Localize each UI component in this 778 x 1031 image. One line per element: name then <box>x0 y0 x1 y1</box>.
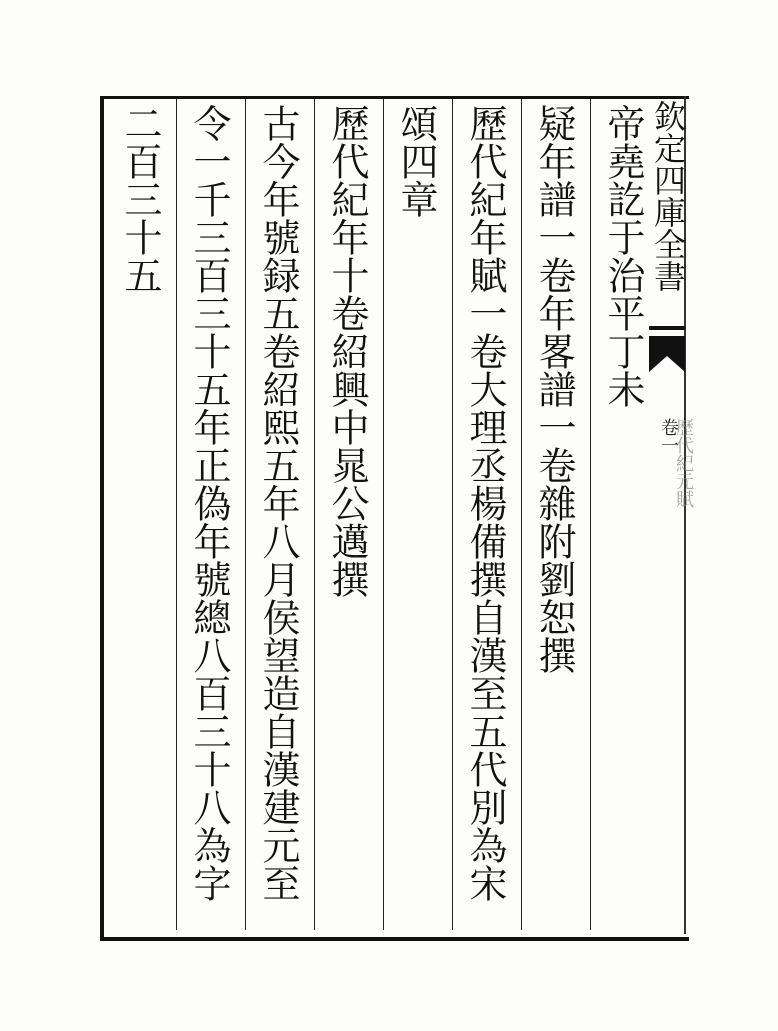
volume-label: 卷一 <box>658 418 679 454</box>
column-divider <box>245 99 246 930</box>
text-column-4: 頌四章 <box>394 104 438 218</box>
column-divider <box>452 99 453 930</box>
column-divider <box>314 99 315 930</box>
text-column-1: 帝堯訖于治平丁未 <box>601 104 645 408</box>
column-divider <box>383 99 384 930</box>
book-title: 欽定四庫全書 <box>649 100 687 292</box>
text-column-2: 疑年譜一卷年畧譜一卷雜附劉恕撰 <box>532 104 576 674</box>
column-divider <box>521 99 522 930</box>
text-column-7: 令一千三百三十五年正偽年號總八百三十八為字 <box>187 104 231 902</box>
fishtail-mark-icon <box>649 326 685 376</box>
column-divider <box>590 99 591 930</box>
column-divider <box>176 99 177 930</box>
text-column-6: 古今年號録五卷紹熙五年八月侯望造自漢建元至 <box>256 104 300 902</box>
text-column-8: 二百三十五 <box>118 104 162 294</box>
text-column-3: 歷代紀年賦一卷大理丞楊備撰自漢至五代別為宋 <box>463 104 507 902</box>
text-column-5: 歷代紀年十卷紹興中晁公邁撰 <box>325 104 369 598</box>
faded-margin-text: 歷代紀元賦 <box>673 418 694 508</box>
